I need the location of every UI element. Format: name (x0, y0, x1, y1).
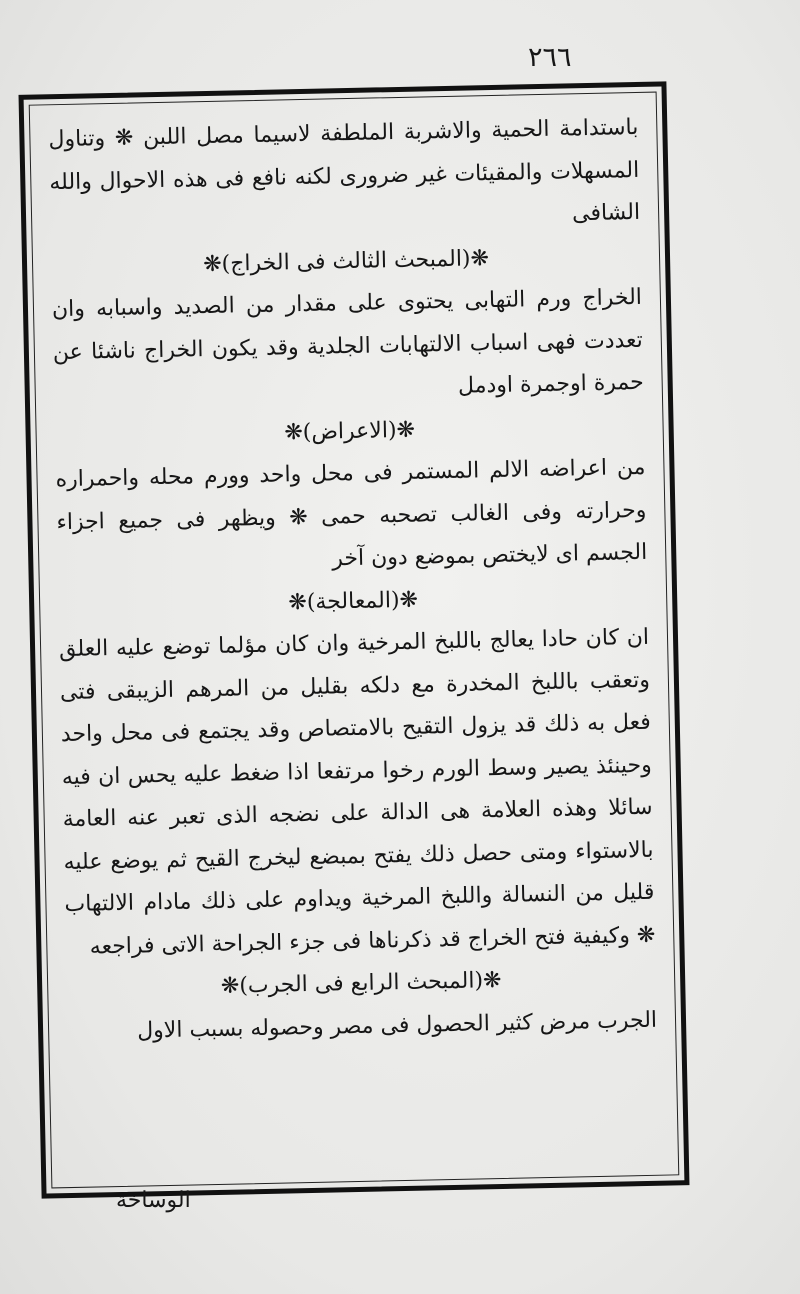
text-frame-outer-border (19, 81, 690, 1198)
section-heading-treatment: ❋(المعالجة)❋ (288, 587, 419, 615)
paragraph-continuation: باستدامة الحمية والاشربة الملطفة لاسيما مصل اللبن ❋ وتناول المسهلات والمقيئات غير ضرورى لكنه نافع فى هذه الاحوال والله الشافى (48, 114, 641, 227)
catchword: الوساخة (116, 1188, 191, 1213)
paragraph-symptoms: من اعراضه الالم المستمر فى محل واحد وورم محله واحمراره وحرارته وفى الغالب تصحبه حمى ❋ ويظهر فى جميع اجزاء الجسم اى لايختص بموضع دون آخر (55, 454, 648, 572)
printed-text-block (48, 107, 660, 1173)
text-frame-inner-border (29, 92, 680, 1189)
page-number: ٢٦٦ (528, 42, 572, 73)
paragraph-abscess-definition: الخراج ورم التهابى يحتوى على مقدار من الصديد واسبابه وان تعددت فهى اسباب الالتهابات الجلدية وقد يكون الخراج ناشئا عن حمرة اوجمرة اودمل (51, 284, 644, 399)
paragraph-scabies: الجرب مرض كثير الحصول فى مصر وحصوله بسبب الاول (136, 1007, 658, 1044)
section-heading-scabies: ❋(المبحث الرابع فى الجرب)❋ (220, 967, 502, 999)
section-heading-abscess: ❋(المبحث الثالث فى الخراج)❋ (202, 245, 490, 277)
paragraph-treatment: ان كان حادا يعالج باللبخ المرخية وان كان مؤلما توضع عليه العلق وتعقب باللبخ المخدرة مع دلكه بقليل من المرهم الزيبقى فتى فعل به ذلك قد يزول التقيح بالامتصاص وقد يجتمع فى محل واحد وحينئذ يصير وسط الورم رخوا مرتفعا اذا ضغط عليه يحس ان فيه سائلا وهذه العلامة هى الدالة على نضجه الذى تعبر عنه العامة بالاستواء ومتى حصل ذلك يفتح بمبضع ليخرج القيح ثم يوضع عليه قليل من النسالة واللبخ المرخية ويداوم على ذلك مادام الالتهاب ❋ وكيفية فتح الخراج قد ذكرناها فى جزء الجراحة الاتى فراجعه (58, 624, 656, 960)
section-heading-symptoms: ❋(الاعراض)❋ (284, 417, 416, 445)
